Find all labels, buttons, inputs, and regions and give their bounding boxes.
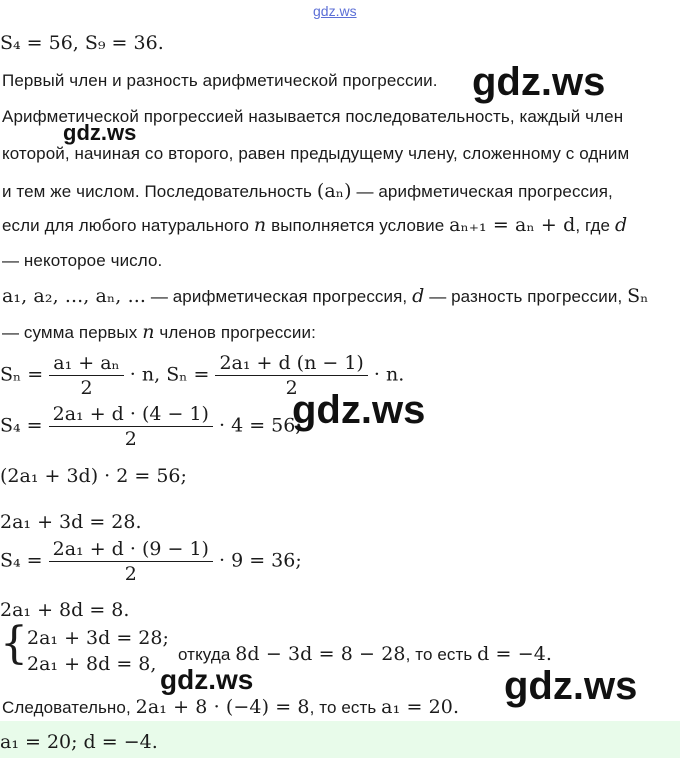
sum-fraction-1-denominator: 2 (80, 377, 93, 399)
notation-line-2-tail: членов прогрессии: (159, 323, 316, 342)
definition-line-4-tail: , где (575, 216, 611, 235)
definition-line-4-mid: выполняется условие (271, 216, 445, 235)
definition-line-5: — некоторое число. (2, 251, 163, 270)
sum-fraction-1 (49, 352, 124, 399)
notation-line-2 (2, 321, 316, 343)
notation-sn: Sₙ (627, 285, 649, 307)
system-text-1: откуда (178, 645, 231, 664)
system-text-2: , то есть (405, 645, 473, 664)
conclusion-math-1: 2a₁ + 8 · (−4) = 8 (135, 696, 310, 718)
definition-line-1: Арифметической прогрессией называется последовательность, каждый член (2, 107, 624, 126)
watermark: gdz.ws (63, 120, 137, 145)
step-s9-sum (0, 538, 302, 585)
step-2-equation: (2a₁ + 3d) · 2 = 56; (0, 465, 187, 487)
watermark: gdz.ws (292, 388, 426, 432)
step-s9-lhs: S₄ = (0, 549, 43, 572)
conclusion-line (2, 696, 459, 718)
step-s4-sum (0, 403, 302, 450)
conclusion-math-2: a₁ = 20. (381, 696, 460, 718)
notation-seq-text: — арифметическая прогрессия, (150, 287, 408, 306)
sum-fraction-1-numerator: a₁ + aₙ (49, 352, 124, 376)
final-answer: a₁ = 20; d = −4. (0, 731, 158, 753)
step-3-equation: 2a₁ + 3d = 28. (0, 511, 142, 533)
system-equation-1: 2a₁ + 3d = 28; (27, 627, 169, 649)
system-math-1: 8d − 3d = 8 − 28 (235, 643, 406, 665)
recurrence-formula: aₙ₊₁ = aₙ + d (449, 214, 576, 236)
step-s4-fraction (49, 403, 213, 450)
system-math-2: d = −4. (477, 643, 553, 665)
conclusion-text-2: , то есть (309, 698, 377, 717)
definition-line-4-text: если для любого натурального (2, 216, 250, 235)
definition-line-3-text: и тем же числом. Последовательность (2, 182, 312, 201)
step-5-equation: 2a₁ + 8d = 8. (0, 599, 130, 621)
definition-line-3-tail: — арифметическая прогрессия, (356, 182, 613, 201)
sum-fraction-2-numerator: 2a₁ + d (n − 1) (215, 352, 367, 376)
sum-formula-mid: · n, Sₙ = (129, 363, 210, 386)
step-s4-tail: · 4 = 56; (219, 414, 302, 437)
step-s9-denominator: 2 (124, 563, 137, 585)
watermark: gdz.ws (472, 60, 606, 104)
step-s9-tail: · 9 = 36; (219, 549, 302, 572)
notation-line-2-text: — сумма первых (2, 323, 138, 342)
sum-formula-tail: · n. (373, 363, 405, 386)
conclusion-text-1: Следовательно, (2, 698, 131, 717)
sequence-notation: (aₙ) (316, 180, 352, 202)
section-heading: Первый член и разность арифметической прогрессии. (2, 71, 438, 90)
sequence-terms: a₁, a₂, ..., aₙ, ... (2, 285, 146, 307)
definition-line-3 (2, 180, 613, 202)
variable-n: n (253, 214, 267, 236)
notation-d: d (412, 285, 425, 307)
given-values: S₄ = 56, S₉ = 36. (0, 32, 164, 54)
definition-line-2: которой, начиная со второго, равен предыдущему члену, сложенному с одним (2, 144, 630, 163)
system-solution (178, 643, 552, 665)
watermark: gdz.ws (160, 664, 254, 695)
sum-formula-lhs: Sₙ = (0, 363, 44, 386)
step-s4-denominator: 2 (124, 428, 137, 450)
notation-d-text: — разность прогрессии, (429, 287, 623, 306)
system-brace: { (0, 618, 28, 669)
system-equation-2: 2a₁ + 8d = 8, (27, 653, 157, 675)
step-s9-numerator: 2a₁ + d · (9 − 1) (49, 538, 213, 562)
definition-line-4 (2, 214, 627, 236)
step-s4-numerator: 2a₁ + d · (4 − 1) (49, 403, 213, 427)
sum-fraction-2-denominator: 2 (285, 377, 298, 399)
step-s9-fraction (49, 538, 213, 585)
notation-line-1 (2, 285, 649, 307)
watermark: gdz.ws (504, 664, 638, 708)
watermark-top-link[interactable]: gdz.ws (313, 3, 357, 19)
notation-n: n (142, 321, 155, 343)
variable-d: d (614, 214, 628, 236)
step-s4-lhs: S₄ = (0, 414, 43, 437)
